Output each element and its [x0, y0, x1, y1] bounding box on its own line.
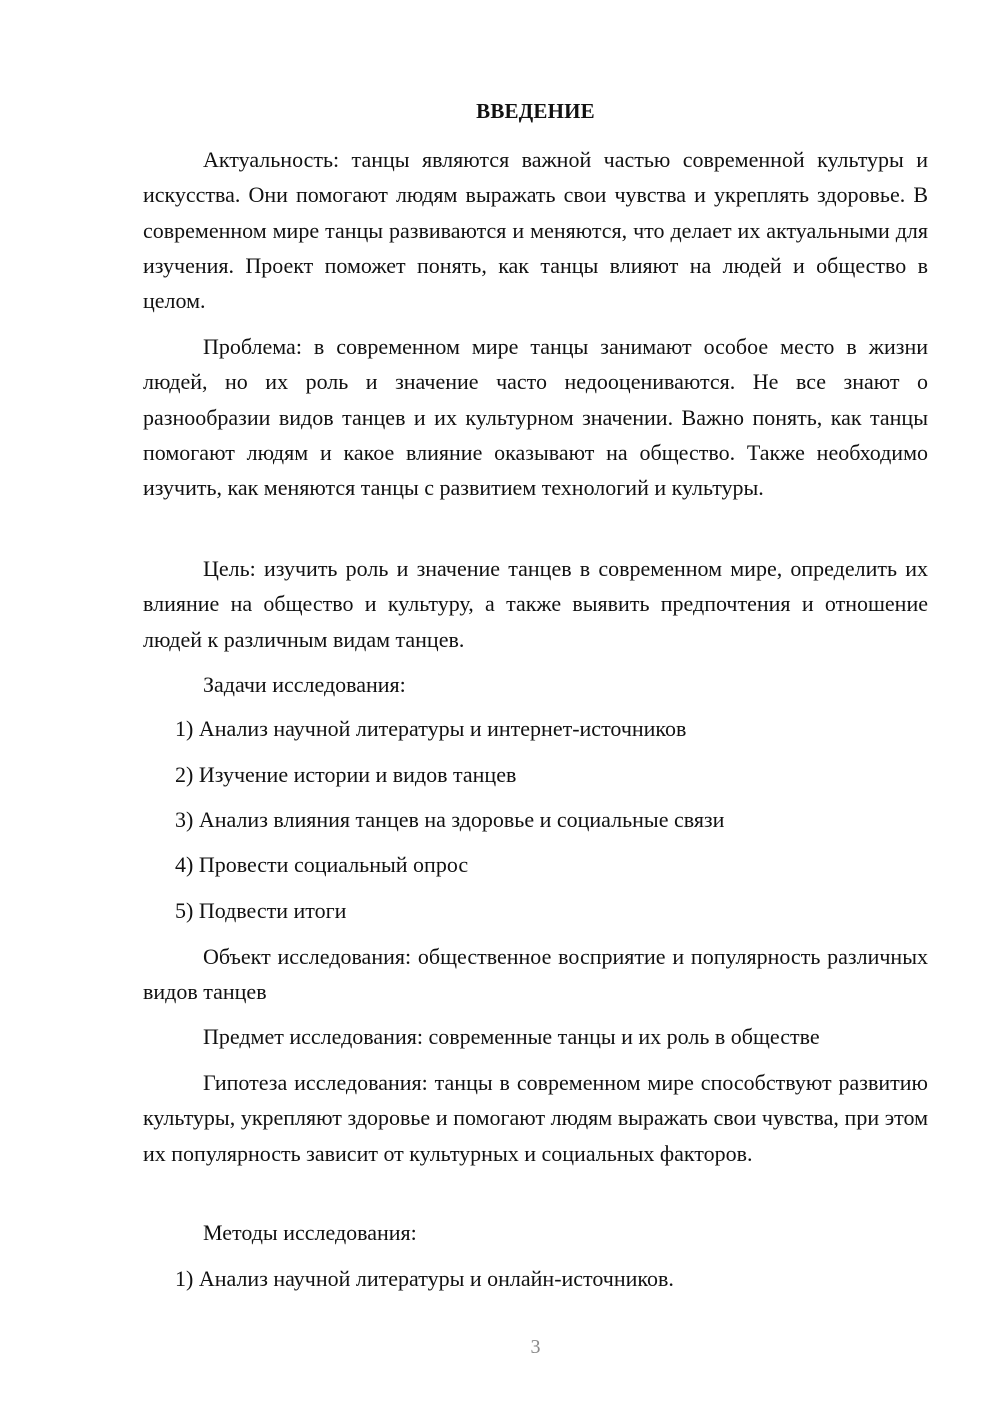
task-item-3: 3) Анализ влияния танцев на здоровье и социальные связи — [175, 807, 725, 832]
section-heading: ВВЕДЕНИЕ — [476, 99, 595, 123]
paragraph-relevance: Актуальность: танцы являются важной частью современной культуры и искусства. Они помогают людям выражать свои чувства и укреплять здоровье. В современном мире танцы развиваются и меняются, что делает их актуальными для изучения. Проект поможет понять, как танцы влияют на людей и общество в целом. — [143, 147, 928, 314]
task-item-1: 1) Анализ научной литературы и интернет-источников — [175, 716, 687, 741]
paragraph-goal: Цель: изучить роль и значение танцев в современном мире, определить их влияние на общество и культуру, а также выявить предпочтения и отношение людей к различным видам танцев. — [143, 556, 928, 652]
task-item-2: 2) Изучение истории и видов танцев — [175, 762, 517, 787]
paragraph-object: Объект исследования: общественное восприятие и популярность различных видов танцев — [143, 944, 928, 1005]
paragraph-problem: Проблема: в современном мире танцы занимают особое место в жизни людей, но их роль и значение часто недооцениваются. Не все знают о разнообразии видов танцев и их культурном значении. Важно понять, как танцы помогают людям и какое влияние оказывают на общество. Также необходимо изучить, как меняются танцы с развитием технологий и культуры. — [143, 334, 928, 501]
method-item-1: 1) Анализ научной литературы и онлайн-источников. — [175, 1266, 674, 1291]
document-page — [143, 0, 928, 1414]
methods-heading: Методы исследования: — [203, 1220, 417, 1245]
paragraph-hypothesis: Гипотеза исследования: танцы в современном мире способствуют развитию культуры, укрепляют здоровье и помогают людям выражать свои чувства, при этом их популярность зависит от культурных и социальных факторов. — [143, 1070, 928, 1166]
task-item-5: 5) Подвести итоги — [175, 898, 347, 923]
task-item-4: 4) Провести социальный опрос — [175, 852, 469, 877]
paragraph-subject: Предмет исследования: современные танцы и их роль в обществе — [203, 1024, 820, 1049]
tasks-heading: Задачи исследования: — [203, 672, 406, 697]
page-number: 3 — [530, 1336, 541, 1358]
